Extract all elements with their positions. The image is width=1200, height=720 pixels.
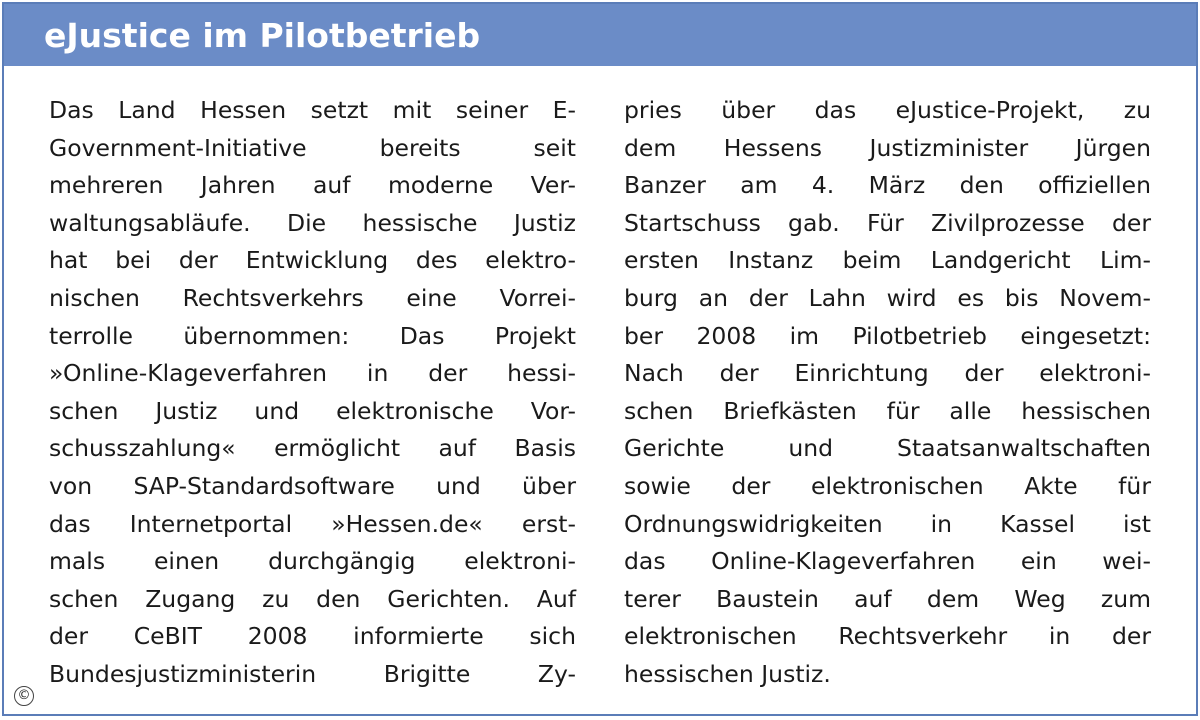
text-line: mals einen durchgängig elektroni- [49,547,576,576]
text-line: schen Zugang zu den Gerichten. Auf [49,584,576,613]
article-box [2,2,1198,716]
text-line: burg an der Lahn wird es bis Novem- [624,283,1151,312]
text-line: Ordnungswidrigkeiten in Kassel ist [624,509,1151,538]
text-line: Bundesjustizministerin Brigitte Zy- [49,659,576,688]
text-line: schen Justiz und elektronische Vor- [49,396,576,425]
left-column [49,92,576,694]
text-line: ersten Instanz beim Landgericht Lim- [624,246,1151,275]
text-line: Banzer am 4. März den offiziellen [624,171,1151,200]
text-line: waltungsabläufe. Die hessische Justiz [49,208,576,237]
text-line: ber 2008 im Pilotbetrieb eingesetzt: [624,321,1151,350]
text-line: von SAP-Standardsoftware und über [49,471,576,500]
text-line: mehreren Jahren auf moderne Ver- [49,171,576,200]
text-line: terrolle übernommen: Das Projekt [49,321,576,350]
text-line: sowie der elektronischen Akte für [624,471,1151,500]
text-line: das Internetportal »Hessen.de« erst- [49,509,576,538]
text-line: schusszahlung« ermöglicht auf Basis [49,434,576,463]
text-line: schen Briefkästen für alle hessischen [624,396,1151,425]
text-line: Das Land Hessen setzt mit seiner E- [49,96,576,124]
text-line: Nach der Einrichtung der elektroni- [624,359,1151,388]
right-column [624,92,1151,694]
text-line: terer Baustein auf dem Weg zum [624,584,1151,613]
copyright-icon: © [14,686,34,706]
text-line: der CeBIT 2008 informierte sich [49,622,576,651]
text-line: hat bei der Entwicklung des elektro- [49,246,576,275]
text-line: das Online-Klageverfahren ein wei- [624,547,1151,576]
text-columns [49,92,1151,694]
text-line: Government-Initiative bereits seit [49,133,576,162]
text-line: nischen Rechtsverkehrs eine Vorrei- [49,283,576,312]
text-line: hessischen Justiz. [624,659,831,688]
text-line: Gerichte und Staatsanwaltschaften [624,434,1151,463]
text-line: Startschuss gab. Für Zivilprozesse der [624,208,1151,237]
article-title: eJustice im Pilotbetrieb [44,15,481,55]
title-bar [4,4,1196,66]
text-line: »Online-Klageverfahren in der hessi- [49,359,576,388]
text-line: dem Hessens Justizminister Jürgen [624,133,1151,162]
text-line: pries über das eJustice-Projekt, zu [624,96,1151,124]
text-line: elektronischen Rechtsverkehr in der [624,622,1151,651]
